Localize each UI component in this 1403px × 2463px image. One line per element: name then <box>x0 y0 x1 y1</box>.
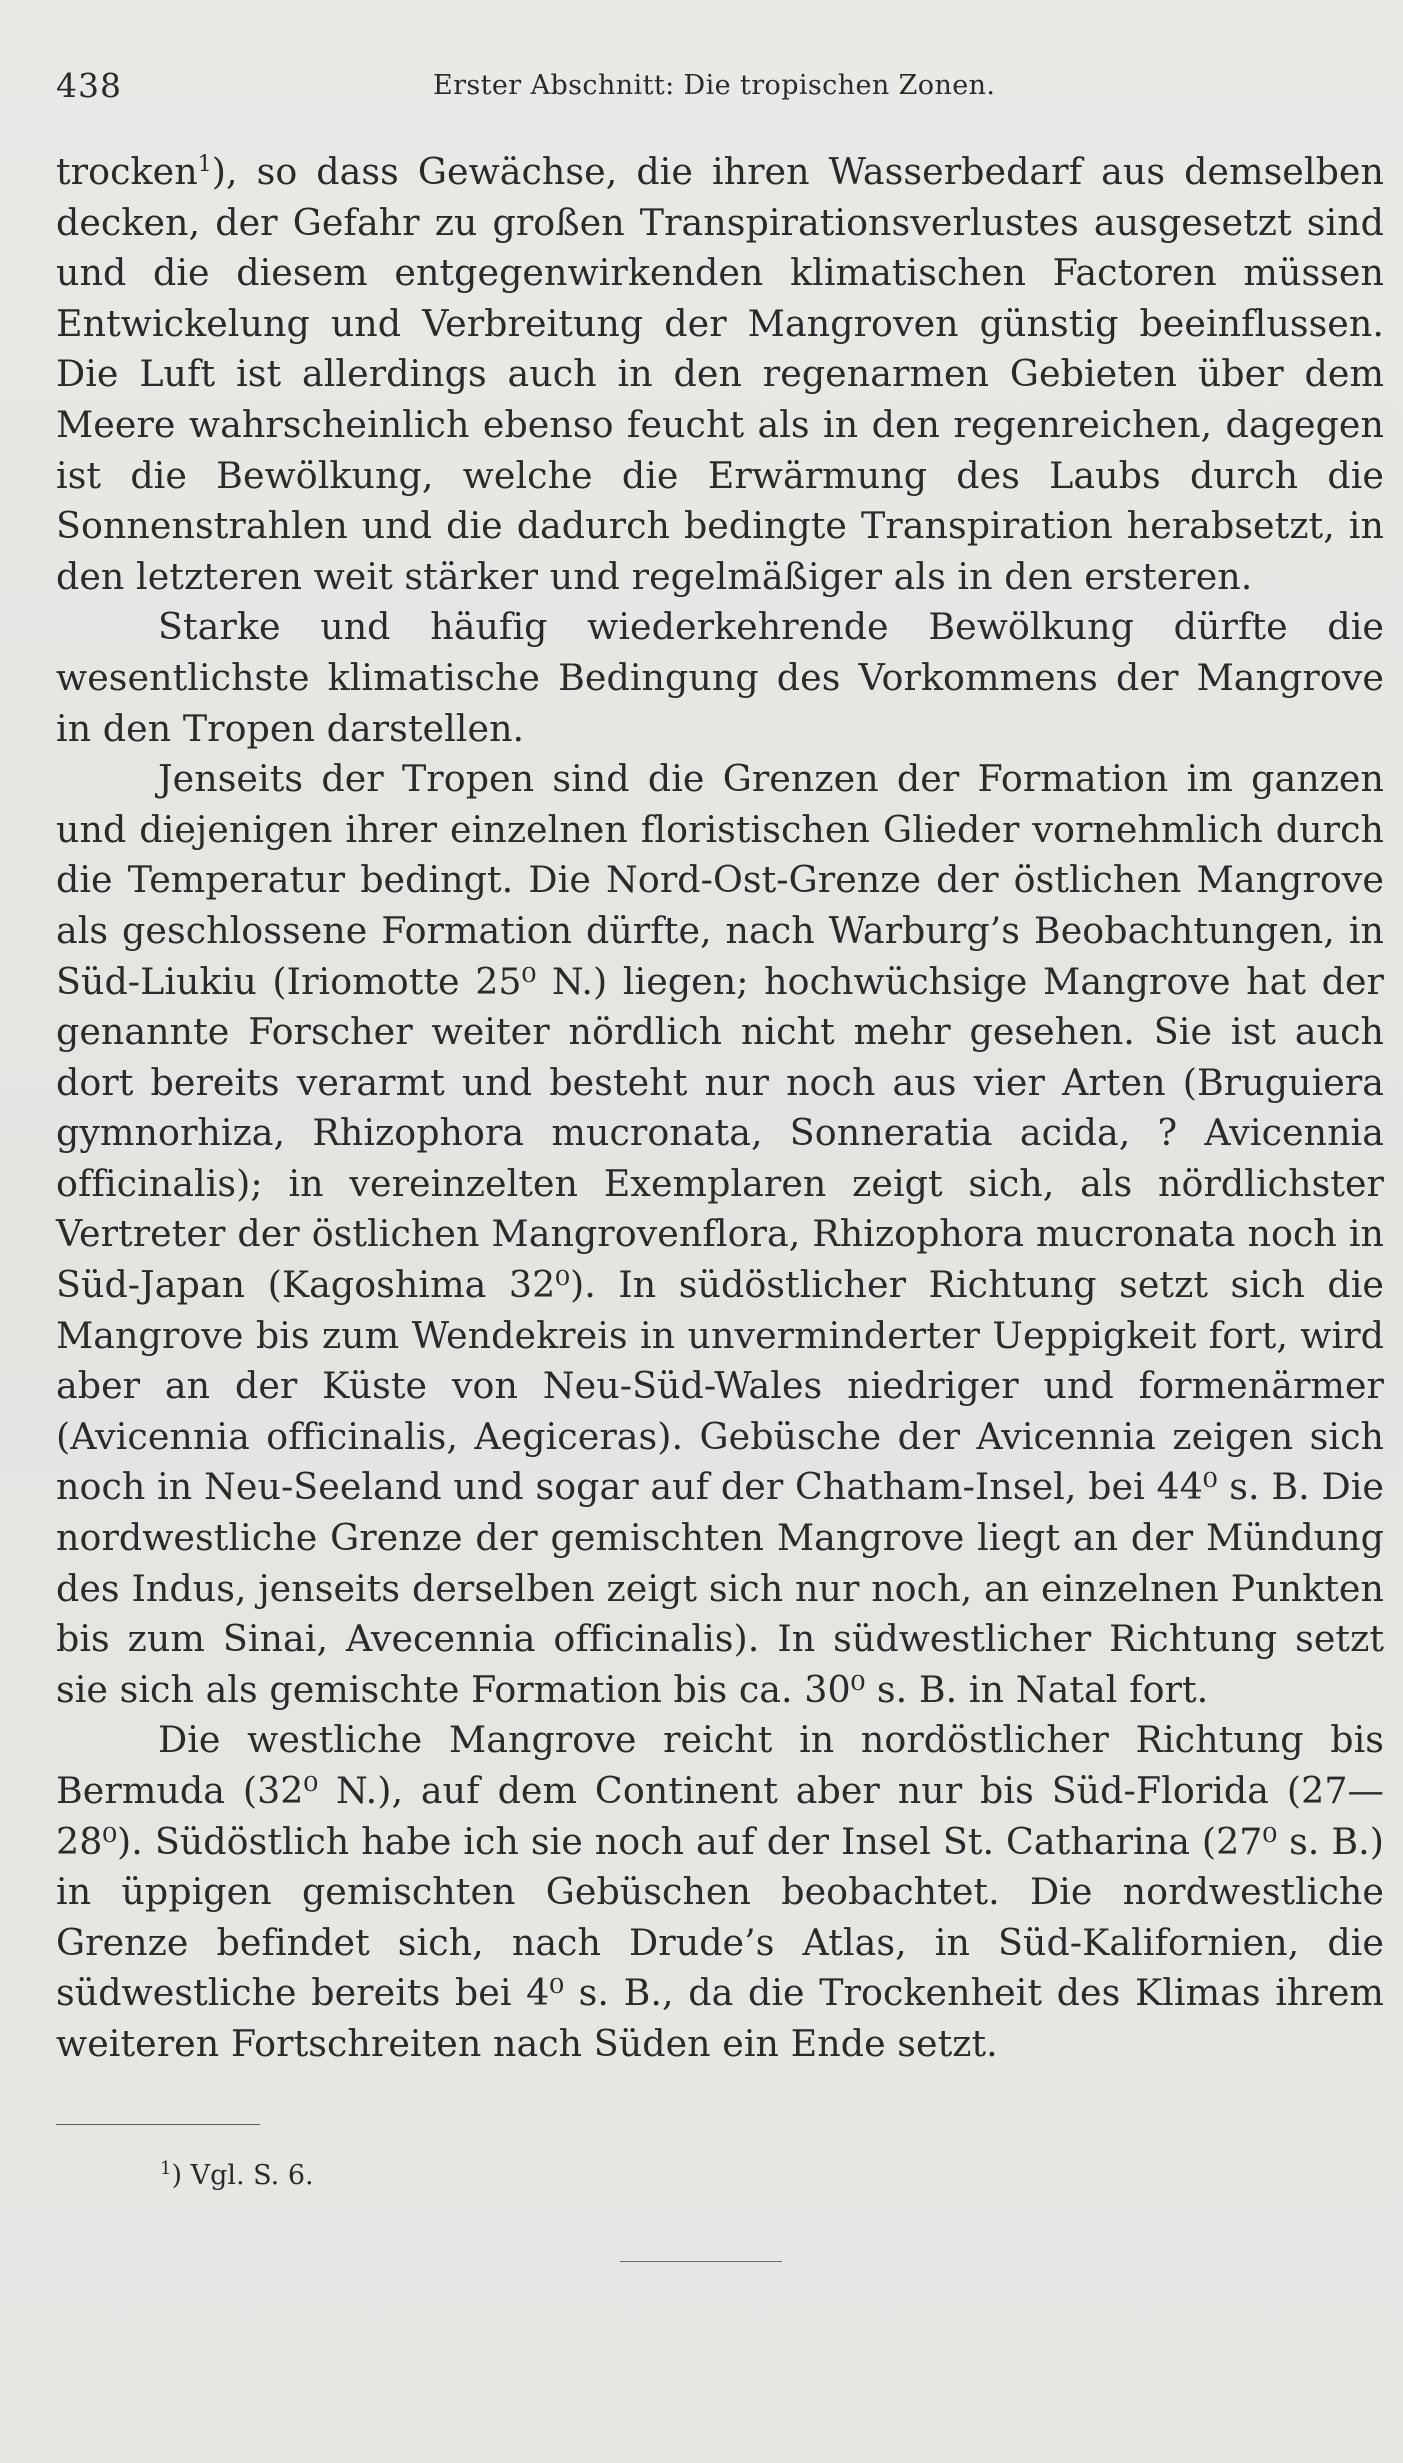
footnote <box>160 2160 314 2191</box>
running-title: Erster Abschnitt: Die tropischen Zonen. <box>433 70 996 101</box>
paragraph-4: Die westliche Mangrove reicht in nordöstlicher Richtung bis Bermuda (32⁰ N.), auf dem Continent aber nur bis Süd-Florida (27—28⁰). Südöstlich habe ich sie noch auf der Insel St. Catharina (27⁰ s. B.) in üppigen gemischten Gebüschen beobachtet. Die nordwestliche Grenze befindet sich, nach Drude’s Atlas, in Süd-Kalifornien, die südwestliche bereits bei 4⁰ s. B., da die Trockenheit des Klimas ihrem weiteren Fortschreiten nach Süden ein Ende setzt. <box>56 1718 1384 2065</box>
footnote-text: ) Vgl. S. 6. <box>171 2160 314 2191</box>
running-head <box>56 66 1386 106</box>
paragraph-2: Starke und häufig wiederkehrende Bewölkung dürfte die wesentlichste klimatische Bedingung des Vorkommens der Mangrove in den Tropen darstellen. <box>56 605 1384 750</box>
paragraph-3: Jenseits der Tropen sind die Grenzen der Formation im ganzen und diejenigen ihrer einzelnen floristischen Glieder vornehmlich durch die Temperatur bedingt. Die Nord-Ost-Grenze der östlichen Mangrove als geschlossene Formation dürfte, nach Warburg’s Beobachtungen, in Süd-Liukiu (Iriomotte 25⁰ N.) liegen; hochwüchsige Mangrove hat der genannte Forscher weiter nördlich nicht mehr gesehen. Sie ist auch dort bereits verarmt und besteht nur noch aus vier Arten (Bruguiera gymnorhiza, Rhizophora mucronata, Sonneratia acida, ? Avicennia officinalis); in vereinzelten Exemplaren zeigt sich, als nördlichster Vertreter der östlichen Mangrovenflora, Rhizophora mucronata noch in Süd-Japan (Kagoshima 32⁰). In südöstlicher Richtung setzt sich die Mangrove bis zum Wendekreis in unverminderter Ueppigkeit fort, wird aber an der Küste von Neu-Süd-Wales niedriger und formenärmer (Avicennia officinalis, Aegiceras). Gebüsche der Avicennia zeigen sich noch in Neu-Seeland und sogar auf der Chatham-Insel, bei 44⁰ s. B. Die nordwestliche Grenze der gemischten Mangrove liegt an der Mündung des Indus, jenseits derselben zeigt sich nur noch, an einzelnen Punkten bis zum Sinai, Avecennia officinalis). In südwestlicher Richtung setzt sie sich als gemischte Formation bis ca. 30⁰ s. B. in Natal fort. <box>56 757 1384 1711</box>
footnote-marker: 1 <box>160 2158 172 2179</box>
footnote-separator <box>56 2124 260 2125</box>
end-rule <box>620 2261 782 2262</box>
paragraph-1 <box>56 147 1384 602</box>
paragraph-1-text: ), so dass Gewächse, die ihren Wasserbedarf aus demselben decken, der Gefahr zu großen Transpirationsverlustes ausgesetzt sind und die diesem entgegenwirkenden klimatischen Factoren müssen Entwickelung und Verbreitung der Mangroven günstig beeinflussen. Die Luft ist allerdings auch in den regenarmen Gebieten über dem Meere wahrscheinlich ebenso feucht als in den regenreichen, dagegen ist die Bewölkung, welche die Erwärmung des Laubs durch die Sonnenstrahlen und die dadurch bedingte Transpiration herabsetzt, in den letzteren weit stärker und regelmäßiger als in den ersteren. <box>56 150 1384 598</box>
page-number: 438 <box>56 66 122 105</box>
paragraph-1-lead: trocken <box>56 150 198 193</box>
main-text <box>56 147 1384 2070</box>
footnote-reference[interactable]: 1 <box>197 151 212 177</box>
